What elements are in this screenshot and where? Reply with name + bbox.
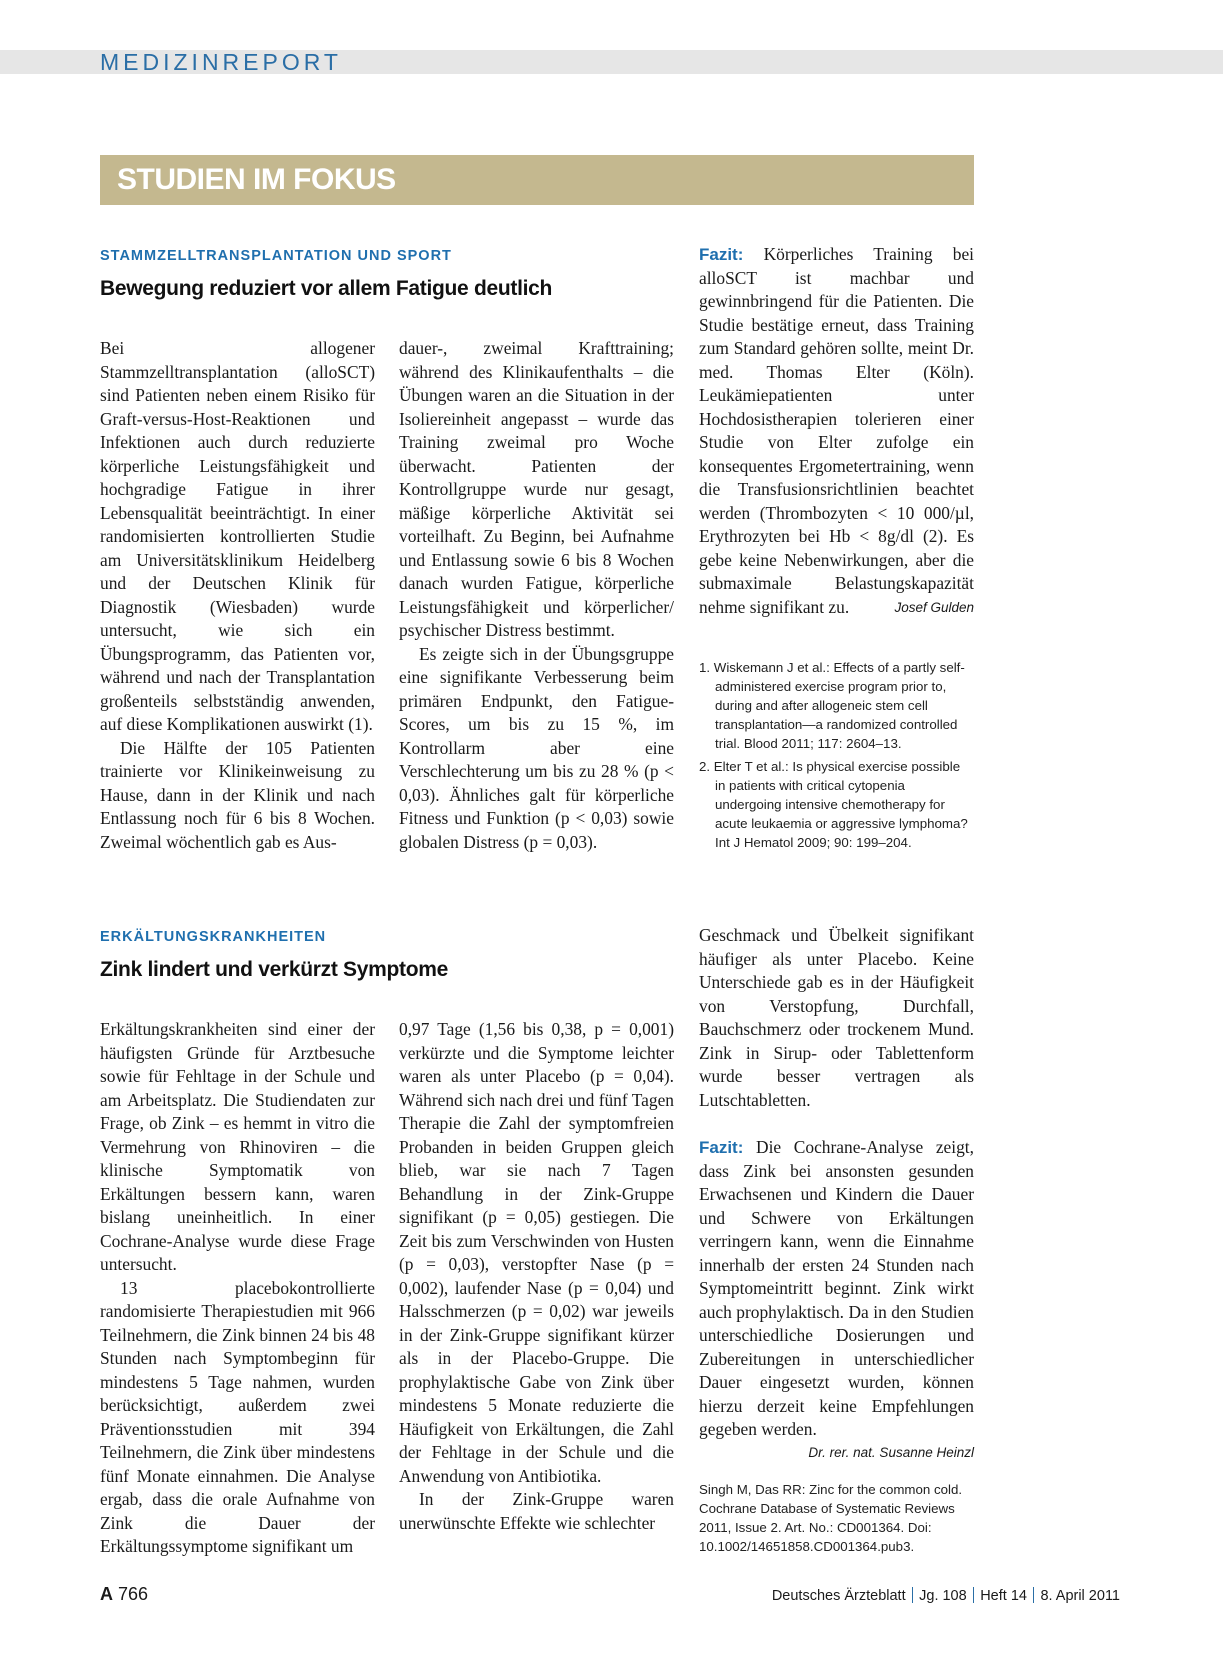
paragraph: Es zeigte sich in der Übungsgruppe eine signifikante Verbesserung beim primären Endpunkt, den Fatigue-Scores, um bis zu 15 %, im Kontrollarm aber eine Verschlechterung um bis zu 28 % (p < 0,03). Ähnliches galt für körperliche Fitness und Funktion (p < 0,03) sowie globalen Distress (p = 0,03). [399,643,674,852]
reference-item: 2. Elter T et al.: Is physical exercise possible in patients with critical cytopenia undergoing intensive chemotherapy for acute leukaemia or aggressive lymphoma? Int J Hematol 2009; 90: 199–204. [699,759,968,850]
article2-kicker: ERKÄLTUNGSKRANKHEITEN [100,929,327,945]
paragraph: 0,97 Tage (1,56 bis 0,38, p = 0,001) verkürzte und die Symptome leichter waren als unter Placebo (p = 0,04). Während sich nach drei und fünf Tagen Therapie die Zahl der symptomfreien Probanden in beiden Gruppen gleich blieb, war sie nach 7 Tagen Behandlung in der Zink-Gruppe signifikant (p = 0,05) gestiegen. Die Zeit bis zum Verschwinden von Husten (p = 0,03), verstopfter Nase (p = 0,002), laufender Nase (p = 0,04) und Halsschmerzen (p = 0,02) war jeweils in der Zink-Gruppe signifikant kürzer als in der Placebo-Gruppe. Die prophylaktische Gabe von Zink über mindestens 5 Monate reduzierte die Häufigkeit von Erkältungen, die Zahl der Fehltage in der Schule und die Anwendung von Antibiotika. [399,1019,674,1486]
section-label: MEDIZINREPORT [100,49,342,75]
separator [1033,1587,1035,1603]
journal-name: Deutsches Ärzteblatt [771,1588,906,1604]
fazit-text: Die Cochrane-Analyse zeigt, dass Zink bei ansonsten gesunden Erwachsenen und Kindern die Dauer und Schwere von Erkältungen verringern kann, wenn die Einnahme innerhalb der ersten 24 Stunden nach Symptomeintritt beginnt. Zink wirkt auch prophylaktisch. Da in den Studien unterschiedliche Dosierungen und Zubereitungen in unterschiedlicher Dauer eingesetzt wurden, können hierzu derzeit keine Empfehlungen gegeben werden. [699,1137,974,1439]
paragraph: In der Zink-Gruppe waren unerwünschte Effekte wie schlechter [399,1489,674,1533]
references [699,658,974,856]
article2-column-3 [699,924,974,1112]
journal-info [772,1586,1120,1606]
author: Josef Gulden [894,599,974,615]
fazit-text: Körperliches Training bei alloSCT ist machbar und gewinnbringend für die Patienten. Die Studie bestätige erneut, dass Training zum Standard gehören sollte, meint Dr. med. Thomas Elter (Köln). Leukämiepatienten unter Hochdosistherapien tolerieren einer Studie von Elter zufolge ein konsequentes Ergometertraining, wenn die Transfusionsrichtlinien beachtet werden (Thrombozyten < 10 000/µl, Erythrozyten bei Hb < 8g/dl (2). Es gebe keine Nebenwirkungen, aber die submaximale Belastungskapazität nehme signifikant zu. [699,244,974,617]
separator [973,1587,975,1603]
paragraph: 13 placebokontrollierte randomisierte Therapiestudien mit 966 Teilnehmern, die Zink binnen 24 bis 48 Stunden nach Symptombeginn für mindestens 5 Tage nahmen, wurden berücksichtigt, außerdem zwei Präventionsstudien mit 394 Teilnehmern, die Zink über mindestens fünf Monate einnahmen. Die Analyse ergab, dass die orale Aufnahme von Zink die Dauer der Erkältungssymptome signifikant um [100,1277,375,1556]
paragraph: Geschmack und Übelkeit signifikant häufiger als unter Placebo. Keine Unterschiede gab es in der Häufigkeit von Verstopfung, Durchfall, Bauchschmerz oder trockenem Mund. Zink in Sirup- oder Tablettenform wurde besser vertragen als Lutschtabletten. [699,925,974,1110]
section-banner [100,155,974,205]
page-number [100,1582,148,1606]
paragraph: Bei allogener Stammzelltransplantation (alloSCT) sind Patienten neben einem Risiko für Graft-versus-Host-Reaktionen und Infektionen auch durch reduzierte körperliche Leistungsfähigkeit und hochgradige Fatigue in ihrer Lebensqualität beeinträchtigt. In einer randomisierten kontrollierten Studie am Universitätsklinikum Heidelberg und der Deutschen Klinik für Diagnostik (Wiesbaden) wurde untersucht, wie sich ein Übungsprogramm, das Patienten vor, während und nach der Transplantation großenteils selbstständig anwenden, auf diese Komplikationen auswirkt (1). [100,338,375,734]
article1-column-1 [100,337,375,854]
page-prefix: A [100,1584,113,1604]
journal-date: 8. April 2011 [1040,1588,1120,1604]
paragraph: Die Hälfte der 105 Patienten trainierte vor Klinikeinweisung zu Hause, dann in der Klinik und nach Entlassung noch für 6 bis 8 Wochen. Zweimal wöchentlich gab es Aus- [100,737,375,852]
author: Dr. rer. nat. Susanne Heinzl [808,1444,974,1460]
citation: Singh M, Das RR: Zinc for the common cold. Cochrane Database of Systematic Reviews 2011, Issue 2. Art. No.: CD001364. Doi: 10.1002/14651858.CD001364.pub3. [699,1482,963,1554]
separator [912,1587,914,1603]
journal-issue: Heft 14 [980,1588,1027,1604]
reference-item: 1. Wiskemann J et al.: Effects of a partly self-administered exercise program prior to, during and after allogeneic stem cell transplantation—a randomized controlled trial. Blood 2011; 117: 2604–13. [699,660,965,751]
banner-title: STUDIEN IM FOKUS [117,163,396,196]
paragraph: dauer-, zweimal Krafttraining; während des Klinikaufenthalts – die Übungen waren an die Situation in der Isoliereinheit angepasst – wurde das Training zweimal pro Woche überwacht. Patienten der Kontrollgruppe wurde nur gesagt, mäßige körperliche Aktivität sei vorteilhaft. Zu Beginn, bei Aufnahme und Entlassung sowie 6 bis 8 Wochen danach wurden Fatigue, körperliche Leistungsfähigkeit und körperlicher/ psychischer Distress bestimmt. [399,338,674,640]
fazit-label: Fazit: [699,1138,744,1157]
page-number-value: 766 [118,1584,149,1604]
article2-column-1 [100,1018,375,1559]
journal-volume: Jg. 108 [919,1588,967,1604]
article2-headline: Zink lindert und verkürzt Symptome [100,958,449,981]
fazit-label: Fazit: [699,245,744,264]
article1-headline: Bewegung reduziert vor allem Fatigue deutlich [100,277,553,300]
paragraph: Erkältungskrankheiten sind einer der häufigsten Gründe für Arztbesuche sowie für Fehltage in der Schule und am Arbeitsplatz. Die Studiendaten zur Frage, ob Zink – es hemmt in vitro die Vermehrung von Rhinoviren – die klinische Symptomatik von Erkältungen bessern kann, waren bislang uneinheitlich. In einer Cochrane-Analyse wurde diese Frage untersucht. [100,1019,375,1274]
article1-kicker: STAMMZELLTRANSPLANTATION UND SPORT [100,248,452,264]
article2-column-2 [399,1018,674,1535]
article1-fazit [699,243,974,619]
article2-fazit [699,1136,974,1464]
article1-column-2 [399,337,674,854]
